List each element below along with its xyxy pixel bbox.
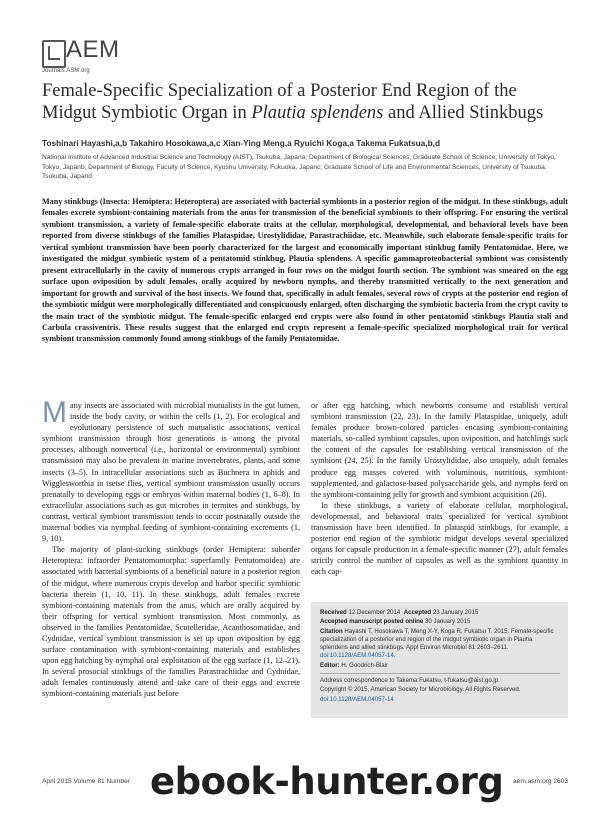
author-list: Toshinari Hayashi,a,b Takahiro Hosokawa,a,c Xian-Ying Meng,a Ryuichi Koga,a Takema Fukatsua,b,d <box>42 138 441 148</box>
paragraph-continued: or after egg hatching, which newborns consume and establish vertical symbiont transmission (22, 23). In the family Plataspidae, uniquely, adult females produce brown-colored particles encasing symbiont-containing materials, so-called symbiont capsules, upon oviposition, and hatchlings suck the content of the capsules for establishing vertical transmission of the symbiont (24, 25). In the family Urostylididae, also uniquely, adult females produce egg masses covered with voluminous, nutritious, symbiont-supplemented, and galactose-based polysaccharide gels, and nymphs feed on the symbiont-containing jelly for growth and symbiont acquisition (26). <box>311 401 568 499</box>
received-label: Received <box>320 609 347 616</box>
doi-link[interactable]: doi:10.1128/AEM.04057-14 <box>320 695 394 703</box>
citation-label: Citation <box>320 627 343 635</box>
correspondence: Address correspondence to Takema Fukatsu, t-fukatsu@aist.go.jp. <box>320 677 500 685</box>
drop-cap: M <box>42 396 67 429</box>
page-number: aem.asm.org 2603 <box>513 778 568 785</box>
body-column-left <box>42 396 300 700</box>
journal-logo <box>42 36 120 76</box>
amp-label: Accepted manuscript posted online <box>320 618 424 626</box>
paragraph-intro: Many insects are associated with microbial mutualists in the gut lumen, inside the body cavity, or within the cells (1, 2). For ecological and evolutionary persistence of such mutualistic associations, vertical symbiont transmission through host generations is among the pivotal processes, although nonvertical (i.e., horizontal or environmental) symbiont transmission may also be prevalent in marine invertebrates, plants, and some insects (3–5). In intracellular associations such as Buchnera in aphids and Wigglesworthia in tsetse flies, vertical symbiont transmission usually occurs prenatally to developing eggs or embryos within maternal bodies (1, 6–8). In extracellular associations such as gut microbes in termites and stinkbugs, by contrast, vertical symbiont transmission tends to occur postnatally outside the maternal bodies via nymphal feeding of symbiont-containing excrements (1, 9, 10). <box>42 396 300 544</box>
affiliations: National Institute of Advanced Industrial Science and Technology (AIST), Tsukuba, Japana; Department of Biological Sciences, Graduate School of Science, University of Tokyo, Tokyo, Japanb; Department of Biology, Faculty of Science, Kyushu University, Fukuoka, Japanc; Graduate School of Life and Environmental Sciences, University of Tsukuba, Tsukuba, Japand <box>42 154 556 180</box>
watermark: ebook-hunter.org <box>150 760 504 803</box>
journal-url[interactable]: Journals.ASM.org <box>42 68 90 74</box>
abstract: Many stinkbugs (Insecta: Hemiptera: Heteroptera) are associated with bacterial symbionts in a posterior region of the midgut. In these stinkbugs, adult females excrete symbiont-containing materials from the anus for transmission of the beneficial symbionts to their offspring. For ensuring the vertical symbiont transmission, a variety of female-specific elaborate traits at the cellular, morphological, developmental, and behavioral levels have been reported from diverse stinkbugs of the families Plataspidae, Urostylididae, Parastrachiidae, etc. Meanwhile, such elaborate female-specific traits for vertical symbiont transmission have been poorly characterized for the largest and economically important stinkbug family Pentatomidae. Here, we investigated the midgut symbiotic system of a pentatomid stinkbug, Plautia splendens. A specific gammaproteobacterial symbiont was consistently present extracellularly in the cavity of numerous crypts arranged in four rows on the midgut fourth section. The symbiont was smeared on the egg surface upon oviposition by adult females, orally acquired by newborn nymphs, and thereby transmitted vertically to the next generation and important for growth and survival of the host insects. We found that, specifically in adult females, several rows of crypts at the posterior end region of the symbiotic midgut were morphologically differentiated and conspicuously enlarged, often discharging the symbiotic bacteria from the crypt cavity to the main tract of the symbiotic midgut. The female-specific enlarged end crypts were also found in other pentatomid stinkbugs Plautia stali and Carbula crassiventris. These results suggest that the enlarged end crypts represent a female-specific specialized morphological trait for vertical symbiont transmission commonly found among stinkbugs of the family Pentatomidae. <box>42 197 568 344</box>
article-info-box <box>311 602 568 718</box>
paragraph-traits: In these stinkbugs, a variety of elaborate cellular, morphological, developmental, and behavioral traits specialized for vertical symbiont transmission have been identified. In plataspid stinkbugs, for example, a posterior end region of the symbiotic midgut develops several specialized organs for capsule production in a female-specific manner (27), adult females strictly control the number of capsules as well as the symbiont quantity in each cap- <box>311 500 568 577</box>
editor-name: H. Goodrich-Blair <box>341 661 389 669</box>
issue-info: April 2015 Volume 81 Number <box>42 778 130 785</box>
paragraph-stinkbugs: The majority of plant-sucking stinkbugs (order Hemiptera: suborder Heteroptera: infraorder Pentatomomorpha: superfamily Pentatomoidea) are associated with bacterial symbionts of a beneficial nature in a posterior region of the midgut, where numerous crypts develop and harbor specific symbiotic bacteria therein (1, 10, 11). In these stinkbugs, adult females excrete symbiont-containing materials from the anus, which are orally acquired by their offspring for vertical symbiont transmission. Most commonly, as observed in the families Pentatomidae, Scutelleridae, Acanthosomatidae, and Cydnidae, vertical symbiont transmission is set up upon oviposition by egg surface contamination with symbiont-containing materials and establishes upon egg hatching by nymphal oral exploitation of the egg surface (1, 12–21). In several prosocial stinkbugs of the families Parastrachiidae and Cydnidae, adult females continuously attend and take care of their eggs and excrete symbiont-containing materials just before <box>42 545 300 699</box>
info-divider <box>320 673 560 674</box>
citation-text: Hayashi T, Hosokawa T, Meng X-Y, Koga R, Fukatsu T. 2015. Female-specific specialization of a posterior end region of the midgut symbiotic organ in Plautia splendens and allied stinkbugs. Appl Environ Microbiol 81:2603–2611. <box>320 627 554 652</box>
aem-logo-icon <box>42 40 66 68</box>
editor-label: Editor: <box>320 661 340 669</box>
amp-date: 30 January 2015 <box>424 618 471 626</box>
received-date: 12 December 2014 <box>348 609 401 616</box>
accepted-label: Accepted <box>403 609 432 616</box>
journal-logo-text: AEM <box>66 36 120 63</box>
body-column-right <box>311 400 568 578</box>
article-title: Female-Specific Specialization of a Posterior End Region of the Midgut Symbiotic Organ in Plautia splendens and Allied Stinkbugs <box>42 81 544 123</box>
citation-doi-link[interactable]: doi:10.1128/AEM.04057-14. <box>320 652 396 660</box>
copyright: Copyright © 2015, American Society for Microbiology. All Rights Reserved. <box>320 686 521 694</box>
accepted-date: 23 January 2015 <box>432 609 479 616</box>
